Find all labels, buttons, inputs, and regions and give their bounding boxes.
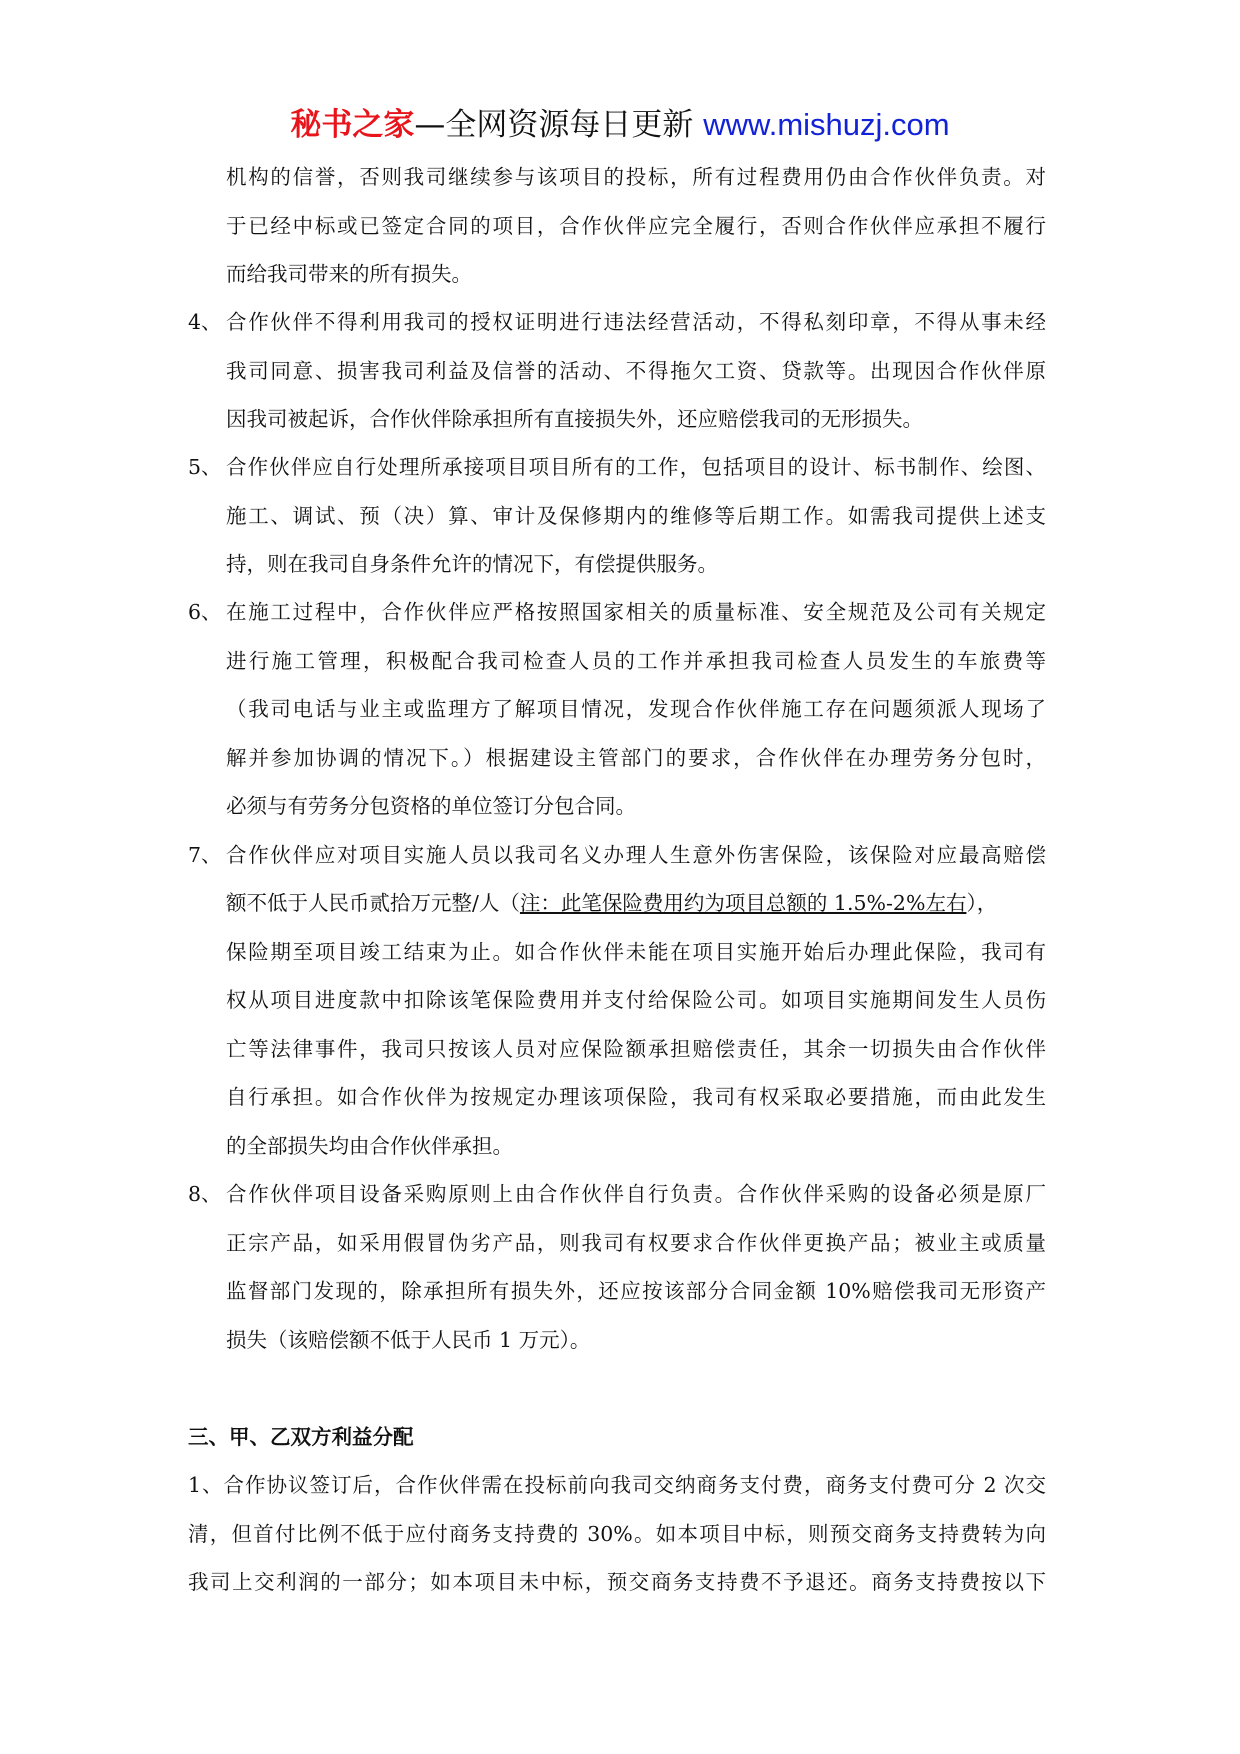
paragraph-line: 机构的信誉，否则我司继续参与该项目的投标，所有过程费用仍由合作伙伴负责。对 — [226, 165, 1046, 189]
paragraph-line: 施工、调试、预（决）算、审计及保修期内的维修等后期工作。如需我司提供上述支 — [226, 504, 1046, 528]
watermark-header — [0, 102, 1240, 148]
paragraph-line: 因我司被起诉，合作伙伴除承担所有直接损失外，还应赔偿我司的无形损失。 — [226, 407, 923, 431]
paragraph-line: 在施工过程中，合作伙伴应严格按照国家相关的质量标准、安全规范及公司有关规定 — [226, 600, 1046, 624]
paragraph-line: （我司电话与业主或监理方了解项目情况，发现合作伙伴施工存在问题须派人现场了 — [226, 697, 1046, 721]
underlined-note: 注：此笔保险费用约为项目总额的 1.5%-2%左右 — [519, 891, 967, 915]
paragraph-line: 清，但首付比例不低于应付商务支持费的 30%。如本项目中标，则预交商务支持费转为向 — [188, 1522, 1046, 1546]
text-run: 额不低于人民币贰拾万元整/人（ — [226, 891, 520, 915]
paragraph-line: 权从项目进度款中扣除该笔保险费用并支付给保险公司。如项目实施期间发生人员伤 — [226, 988, 1046, 1012]
paragraph-line: 合作伙伴项目设备采购原则上由合作伙伴自行负责。合作伙伴采购的设备必须是原厂 — [226, 1182, 1046, 1206]
paragraph-line: 损失（该赔偿额不低于人民币 1 万元）。 — [226, 1328, 591, 1352]
paragraph-line-with-note — [226, 888, 997, 918]
paragraph-line: 正宗产品，如采用假冒伪劣产品，则我司有权要求合作伙伴更换产品；被业主或质量 — [226, 1231, 1046, 1255]
paragraph-line: 自行承担。如合作伙伴为按规定办理该项保险，我司有权采取必要措施，而由此发生 — [226, 1085, 1046, 1109]
watermark-slogan: —全网资源每日更新 — [414, 107, 704, 143]
item-number: 7、 — [188, 843, 222, 867]
section-heading: 三、甲、乙双方利益分配 — [188, 1425, 414, 1449]
paragraph-line: 我司同意、损害我司利益及信誉的活动、不得拖欠工资、贷款等。出现因合作伙伴原 — [226, 359, 1046, 383]
paragraph-line: 而给我司带来的所有损失。 — [226, 262, 472, 286]
paragraph-line: 合作伙伴应自行处理所承接项目项目所有的工作，包括项目的设计、标书制作、绘图、 — [226, 455, 1046, 479]
paragraph-line: 亡等法律事件，我司只按该人员对应保险额承担赔偿责任，其余一切损失由合作伙伴 — [226, 1037, 1046, 1061]
watermark-brand: 秘书之家 — [290, 107, 415, 143]
watermark-url: www.mishuzj.com — [703, 107, 950, 142]
item-number: 8、 — [188, 1182, 222, 1206]
paragraph-line: 的全部损失均由合作伙伴承担。 — [226, 1134, 513, 1158]
text-run: ）， — [966, 891, 998, 915]
paragraph-line: 合作伙伴不得利用我司的授权证明进行违法经营活动，不得私刻印章，不得从事未经 — [226, 310, 1046, 334]
paragraph-line: 合作伙伴应对项目实施人员以我司名义办理人生意外伤害保险，该保险对应最高赔偿 — [226, 843, 1046, 867]
paragraph-line: 我司上交利润的一部分；如本项目未中标，预交商务支持费不予退还。商务支持费按以下 — [188, 1570, 1046, 1594]
paragraph-line: 持，则在我司自身条件允许的情况下，有偿提供服务。 — [226, 552, 718, 576]
item-number: 4、 — [188, 310, 222, 334]
paragraph-line: 1、合作协议签订后，合作伙伴需在投标前向我司交纳商务支付费，商务支付费可分 2 次交 — [188, 1473, 1046, 1497]
paragraph-line: 解并参加协调的情况下。）根据建设主管部门的要求，合作伙伴在办理劳务分包时， — [226, 746, 1046, 770]
item-number: 5、 — [188, 455, 222, 479]
item-number: 6、 — [188, 600, 222, 624]
paragraph-line: 保险期至项目竣工结束为止。如合作伙伴未能在项目实施开始后办理此保险，我司有 — [226, 940, 1046, 964]
paragraph-line: 必须与有劳务分包资格的单位签订分包合同。 — [226, 794, 636, 818]
paragraph-line: 监督部门发现的，除承担所有损失外，还应按该部分合同金额 10%赔偿我司无形资产 — [226, 1279, 1046, 1303]
paragraph-line: 进行施工管理，积极配合我司检查人员的工作并承担我司检查人员发生的车旅费等 — [226, 649, 1046, 673]
paragraph-line: 于已经中标或已签定合同的项目，合作伙伴应完全履行，否则合作伙伴应承担不履行 — [226, 214, 1046, 238]
